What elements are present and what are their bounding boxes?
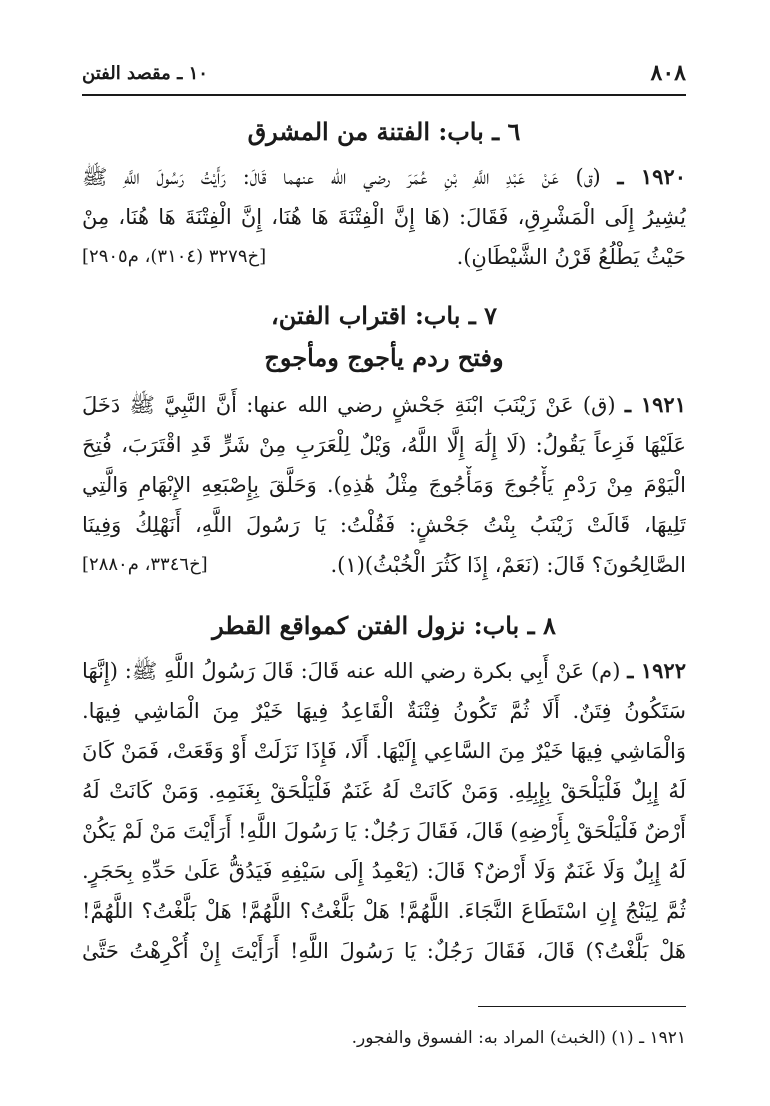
header-divider [82, 94, 686, 96]
hadith-number-1920: ١٩٢٠ ـ [617, 164, 686, 189]
chapter-title: ١٠ ـ مقصد الفتن [82, 62, 208, 84]
hadith-1920-line-1: ١٩٢٠ ـ (ق) عَنْ عَبْدِ اللَّهِ بْنِ عُمَرَ رضي الله عنهما قَالَ: رَأَيْتُ رَسُولَ اللَّهِ ﷺ [82, 164, 686, 189]
hadith-1922-line-2: سَتَكُونُ فِتَنٌ. أَلَا ثُمَّ تَكُونُ فِتْنَةٌ الْقَاعِدُ فِيهَا خَيْرٌ مِنَ الْمَاشِي فِيهَا. [82, 699, 686, 723]
hadith-number-1922: ١٩٢٢ ـ [627, 658, 686, 683]
section-heading-8: ٨ ـ باب: نزول الفتن كمواقع القطر [212, 611, 556, 640]
hadith-1922-line-5: أَرْضٌ فَلْيَلْحَقْ بِأَرْضِهِ) قَالَ، فَقَالَ رَجُلٌ: يَا رَسُولَ اللَّهِ! أَرَأَيْتَ مَنْ لَمْ يَكُنْ [82, 819, 686, 843]
section-heading-7-line-2: وفتح ردم يأجوج ومأجوج [264, 343, 504, 372]
hadith-1922-line-7: ثُمَّ لِيَنْجُ إِنِ اسْتَطَاعَ النَّجَاءَ. اللَّهُمَّ! هَلْ بَلَّغْتُ؟ اللَّهُمَّ! هَلْ بَلَّغْتُ؟ اللَّهُمَّ! [82, 899, 686, 923]
section-heading-6: ٦ ـ باب: الفتنة من المشرق [247, 117, 521, 146]
hadith-1921-line-1: ١٩٢١ ـ (ق) عَنْ زَيْنَبَ ابْنَةِ جَحْشٍ رضي الله عنها: أَنَّ النَّبِيَّ ﷺ دَخَلَ [82, 392, 686, 417]
hadith-1922-line-8: هَلْ بَلَّغْتُ؟) قَالَ، فَقَالَ رَجُلٌ: يَا رَسُولَ اللَّهِ! أَرَأَيْتَ إِنْ أُكْرِهْتُ حَتَّىٰ [82, 939, 686, 963]
hadith-1921-line-2: عَلَيْهَا فَزِعاً يَقُولُ: (لَا إِلَٰهَ إِلَّا اللَّهُ، وَيْلٌ لِلْعَرَبِ مِنْ شَرٍّ قَدِ اقْتَرَبَ، فُتِحَ [82, 433, 686, 457]
hadith-1921-line-5: الصَّالِحُونَ؟ قَالَ: (نَعَمْ، إِذَا كَثُرَ الْخُبْثُ)(١). [خ٣٣٤٦، م٢٨٨٠] [82, 546, 686, 584]
footnote-divider [478, 1006, 686, 1007]
hadith-1921-reference: [خ٣٣٤٦، م٢٨٨٠] [82, 554, 208, 575]
hadith-1922-line-4: لَهُ إِبِلٌ فَلْيَلْحَقْ بِإِبِلِهِ. وَمَنْ كَانَتْ لَهُ غَنَمٌ فَلْيَلْحَقْ بِغَنَمِهِ. وَمَنْ كَانَتْ لَهُ [82, 779, 686, 803]
footnote: ١٩٢١ ـ (١) (الخبث) المراد به: الفسوق والفجور. [351, 1028, 686, 1048]
hadith-1921-line-4: تَلِيهَا، قَالَتْ زَيْنَبُ بِنْتُ جَحْشٍ: فَقُلْتُ: يَا رَسُولَ اللَّهِ، أَنَهْلِكُ وَفِينَا [82, 513, 686, 537]
hadith-1920-reference: [خ٣٢٧٩ (٣١٠٤)، م٢٩٠٥] [82, 246, 267, 267]
book-page [82, 0, 686, 1106]
hadith-1920-line-2: يُشِيرُ إِلَى الْمَشْرِقِ، فَقَالَ: (هَا إِنَّ الْفِتْنَةَ هَا هُنَا، إِنَّ الْفِتْنَةَ هَا هُنَا، مِنْ [82, 205, 686, 229]
hadith-number-1921: ١٩٢١ ـ [624, 392, 686, 417]
page-number: ٨٠٨ [650, 60, 686, 86]
section-heading-7-line-1: ٧ ـ باب: اقتراب الفتن، [270, 301, 498, 330]
hadith-1922-line-1: ١٩٢٢ ـ (م) عَنْ أَبِي بكرة رضي الله عنه قَالَ: قَالَ رَسُولُ اللَّهِ ﷺ: (إِنَّهَا [82, 658, 686, 683]
hadith-1920-line-3: حَيْثُ يَطْلُعُ قَرْنُ الشَّيْطَانِ). [خ٣٢٧٩ (٣١٠٤)، م٢٩٠٥] [82, 238, 686, 276]
hadith-1922-line-3: وَالْمَاشِي فِيهَا خَيْرٌ مِنَ السَّاعِي إِلَيْهَا. أَلَا، فَإِذَا نَزَلَتْ أَوْ وَقَعَتْ، فَمَنْ كَانَ [82, 739, 686, 763]
page-header [82, 58, 686, 88]
hadith-1922-line-6: لَهُ إِبِلٌ وَلَا غَنَمٌ وَلَا أَرْضٌ؟ قَالَ: (يَعْمِدُ إِلَى سَيْفِهِ فَيَدُقُّ عَلَىٰ حَدِّهِ بِحَجَرٍ. [82, 859, 686, 883]
hadith-1921-line-3: الْيَوْمَ مِنْ رَدْمِ يَأْجُوجَ وَمَأْجُوجَ مِثْلُ هَٰذِهِ). وَحَلَّقَ بِإِصْبَعِهِ الإِبْهَامِ وَالَّتِي [82, 473, 686, 497]
